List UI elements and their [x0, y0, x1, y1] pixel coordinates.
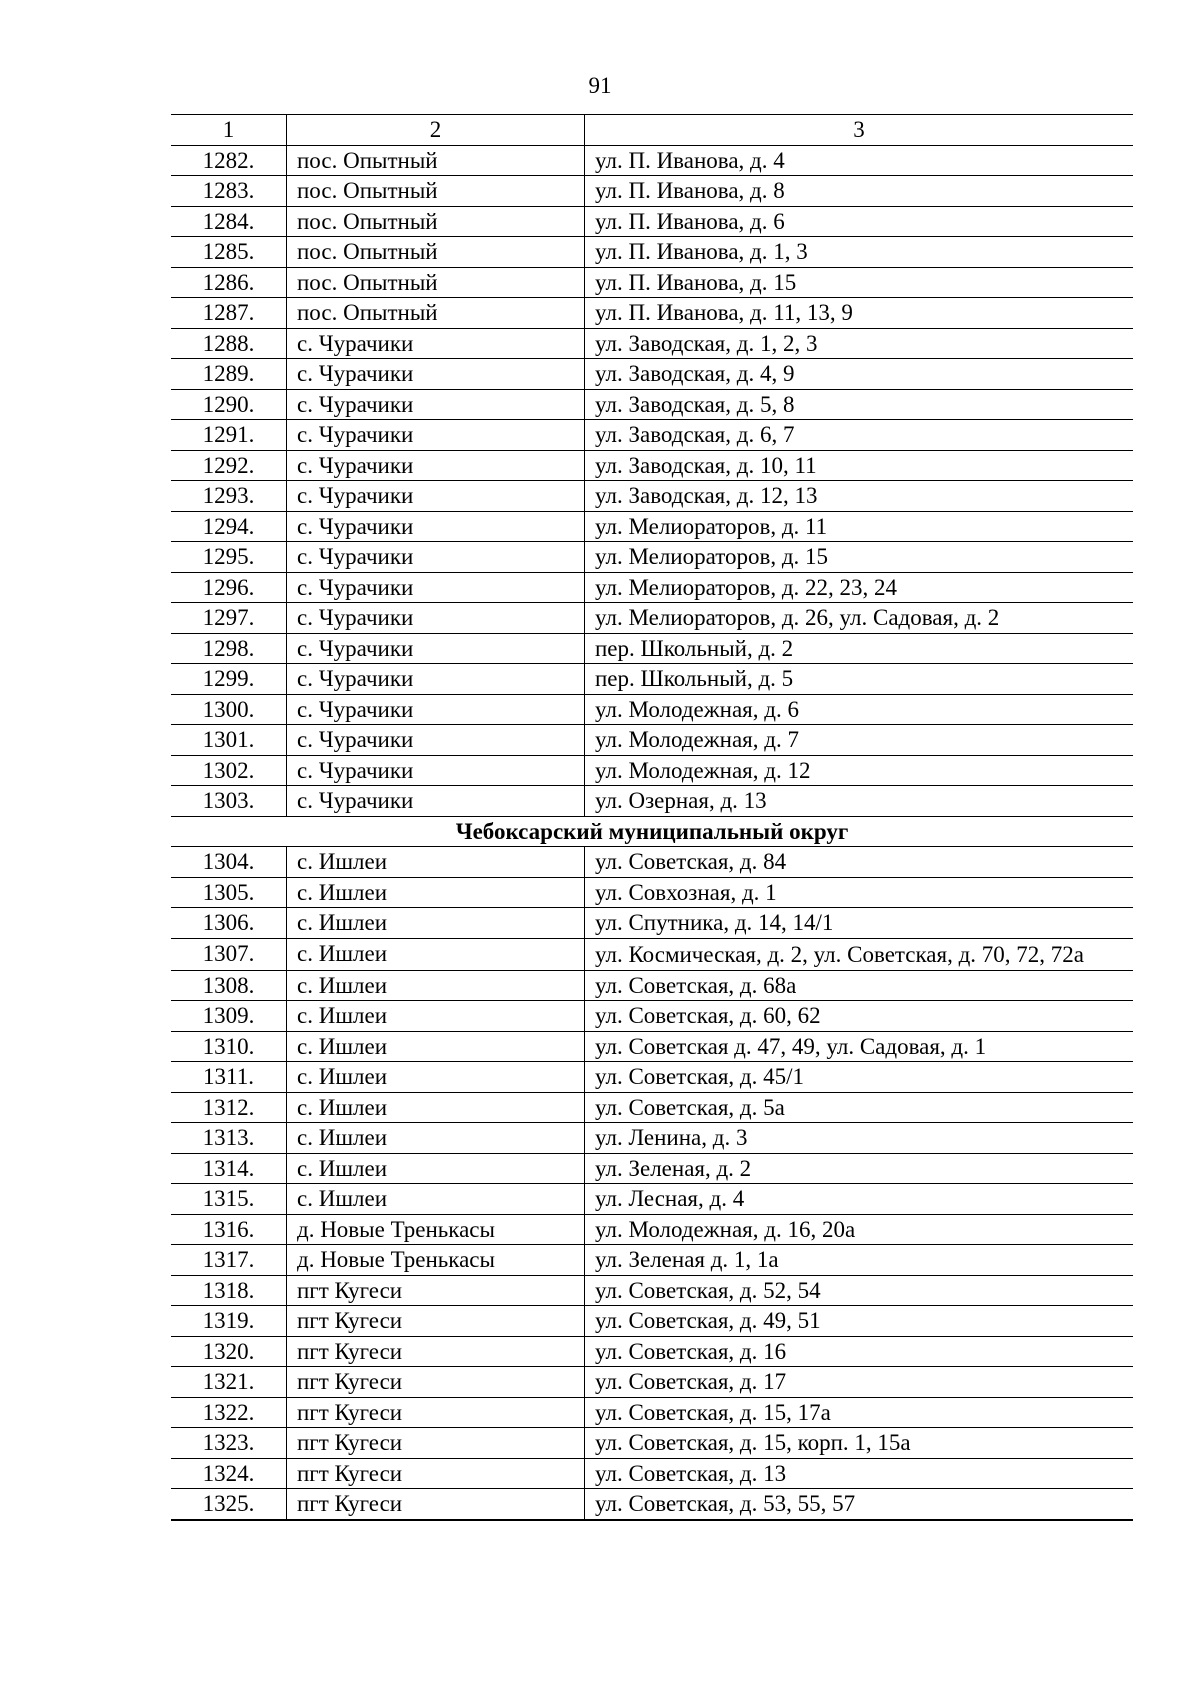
row-address: ул. Ленина, д. 3 [585, 1123, 1134, 1154]
row-address: ул. Советская, д. 13 [585, 1458, 1134, 1489]
row-number: 1283. [171, 176, 287, 207]
row-address: ул. П. Иванова, д. 8 [585, 176, 1134, 207]
table-row [171, 755, 1133, 786]
table-row [171, 145, 1133, 176]
table-row [171, 481, 1133, 512]
address-table [171, 114, 1133, 1521]
row-locality: с. Чурачики [287, 542, 585, 573]
row-number: 1288. [171, 328, 287, 359]
table-header-row [171, 115, 1133, 146]
row-locality: с. Ишлеи [287, 908, 585, 939]
row-number: 1289. [171, 359, 287, 390]
row-number: 1298. [171, 633, 287, 664]
row-number: 1285. [171, 237, 287, 268]
row-number: 1319. [171, 1306, 287, 1337]
row-number: 1291. [171, 420, 287, 451]
row-locality: пгт Кугеси [287, 1275, 585, 1306]
table-row [171, 1184, 1133, 1215]
table-row [171, 1428, 1133, 1459]
row-locality: пос. Опытный [287, 267, 585, 298]
row-address: ул. Советская, д. 84 [585, 847, 1134, 878]
row-locality: с. Чурачики [287, 450, 585, 481]
table-row [171, 1062, 1133, 1093]
row-address: ул. Советская, д. 15, 17а [585, 1397, 1134, 1428]
row-number: 1290. [171, 389, 287, 420]
row-address: ул. Советская, д. 45/1 [585, 1062, 1134, 1093]
row-number: 1321. [171, 1367, 287, 1398]
row-number: 1311. [171, 1062, 287, 1093]
table-row [171, 1031, 1133, 1062]
table-row [171, 970, 1133, 1001]
row-locality: с. Чурачики [287, 420, 585, 451]
row-address: ул. П. Иванова, д. 1, 3 [585, 237, 1134, 268]
table-row [171, 298, 1133, 329]
row-locality: пос. Опытный [287, 237, 585, 268]
table-row [171, 694, 1133, 725]
row-address: пер. Школьный, д. 2 [585, 633, 1134, 664]
table-row [171, 511, 1133, 542]
row-locality: с. Чурачики [287, 572, 585, 603]
address-table-body [171, 115, 1133, 1520]
table-row [171, 908, 1133, 939]
row-address: ул. Заводская, д. 1, 2, 3 [585, 328, 1134, 359]
row-locality: с. Чурачики [287, 694, 585, 725]
row-address: ул. Спутника, д. 14, 14/1 [585, 908, 1134, 939]
row-locality: с. Ишлеи [287, 1001, 585, 1032]
row-number: 1286. [171, 267, 287, 298]
row-address: ул. Советская, д. 49, 51 [585, 1306, 1134, 1337]
row-number: 1322. [171, 1397, 287, 1428]
table-row [171, 1123, 1133, 1154]
row-locality: пос. Опытный [287, 298, 585, 329]
row-address: ул. Молодежная, д. 7 [585, 725, 1134, 756]
row-address: ул. П. Иванова, д. 15 [585, 267, 1134, 298]
row-number: 1314. [171, 1153, 287, 1184]
row-number: 1305. [171, 877, 287, 908]
page-number: 91 [588, 73, 612, 98]
row-address: ул. Советская, д. 52, 54 [585, 1275, 1134, 1306]
row-number: 1310. [171, 1031, 287, 1062]
table-row [171, 1245, 1133, 1276]
row-locality: с. Чурачики [287, 725, 585, 756]
row-address: ул. Советская, д. 60, 62 [585, 1001, 1134, 1032]
table-row [171, 450, 1133, 481]
row-address: ул. Зеленая, д. 2 [585, 1153, 1134, 1184]
table-row [171, 1458, 1133, 1489]
row-number: 1292. [171, 450, 287, 481]
row-address: ул. Советская, д. 15, корп. 1, 15а [585, 1428, 1134, 1459]
row-locality: пгт Кугеси [287, 1428, 585, 1459]
row-locality: с. Ишлеи [287, 970, 585, 1001]
row-number: 1303. [171, 786, 287, 817]
column-header-locality: 2 [287, 115, 585, 146]
row-locality: с. Ишлеи [287, 1123, 585, 1154]
row-address: ул. Молодежная, д. 12 [585, 755, 1134, 786]
row-address: ул. Лесная, д. 4 [585, 1184, 1134, 1215]
row-number: 1323. [171, 1428, 287, 1459]
row-number: 1313. [171, 1123, 287, 1154]
row-locality: пгт Кугеси [287, 1397, 585, 1428]
row-address: ул. Мелиораторов, д. 15 [585, 542, 1134, 573]
row-locality: пгт Кугеси [287, 1458, 585, 1489]
table-row [171, 603, 1133, 634]
table-row [171, 1336, 1133, 1367]
row-locality: с. Ишлеи [287, 1092, 585, 1123]
row-address: ул. Зеленая д. 1, 1а [585, 1245, 1134, 1276]
column-header-number: 1 [171, 115, 287, 146]
row-locality: с. Чурачики [287, 511, 585, 542]
row-address: ул. П. Иванова, д. 6 [585, 206, 1134, 237]
table-row [171, 420, 1133, 451]
table-row [171, 786, 1133, 817]
table-row [171, 725, 1133, 756]
table-row [171, 572, 1133, 603]
row-locality: с. Чурачики [287, 389, 585, 420]
row-number: 1312. [171, 1092, 287, 1123]
row-locality: пгт Кугеси [287, 1489, 585, 1520]
row-locality: пгт Кугеси [287, 1336, 585, 1367]
row-number: 1324. [171, 1458, 287, 1489]
row-locality: с. Чурачики [287, 603, 585, 634]
row-number: 1287. [171, 298, 287, 329]
row-address: ул. Заводская, д. 6, 7 [585, 420, 1134, 451]
row-number: 1316. [171, 1214, 287, 1245]
row-address: ул. Мелиораторов, д. 22, 23, 24 [585, 572, 1134, 603]
row-address: ул. Советская, д. 68а [585, 970, 1134, 1001]
row-number: 1307. [171, 938, 287, 970]
row-locality: с. Чурачики [287, 664, 585, 695]
row-locality: с. Чурачики [287, 633, 585, 664]
row-locality: пгт Кугеси [287, 1306, 585, 1337]
table-row [171, 1214, 1133, 1245]
row-locality: пос. Опытный [287, 176, 585, 207]
table-row [171, 1367, 1133, 1398]
table-row [171, 1489, 1133, 1520]
row-number: 1294. [171, 511, 287, 542]
section-title: Чебоксарский муниципальный округ [171, 816, 1133, 847]
row-address: ул. Заводская, д. 4, 9 [585, 359, 1134, 390]
row-locality: д. Новые Тренькасы [287, 1245, 585, 1276]
row-address: ул. Мелиораторов, д. 11 [585, 511, 1134, 542]
row-locality: пгт Кугеси [287, 1367, 585, 1398]
row-locality: с. Ишлеи [287, 1031, 585, 1062]
column-header-address: 3 [585, 115, 1134, 146]
table-row [171, 389, 1133, 420]
row-address: ул. П. Иванова, д. 4 [585, 145, 1134, 176]
row-number: 1299. [171, 664, 287, 695]
row-number: 1282. [171, 145, 287, 176]
table-row [171, 1397, 1133, 1428]
row-address: ул. Советская, д. 5а [585, 1092, 1134, 1123]
row-address: ул. П. Иванова, д. 11, 13, 9 [585, 298, 1134, 329]
table-row [171, 206, 1133, 237]
row-number: 1315. [171, 1184, 287, 1215]
row-locality: с. Ишлеи [287, 847, 585, 878]
table-row [171, 267, 1133, 298]
row-address: пер. Школьный, д. 5 [585, 664, 1134, 695]
row-locality: с. Чурачики [287, 328, 585, 359]
row-number: 1306. [171, 908, 287, 939]
row-address: ул. Советская д. 47, 49, ул. Садовая, д. 1 [585, 1031, 1134, 1062]
row-locality: с. Ишлеи [287, 1153, 585, 1184]
row-address: ул. Космическая, д. 2, ул. Советская, д. 70, 72, 72а [585, 938, 1134, 970]
row-address: ул. Совхозная, д. 1 [585, 877, 1134, 908]
row-number: 1304. [171, 847, 287, 878]
row-number: 1318. [171, 1275, 287, 1306]
row-number: 1295. [171, 542, 287, 573]
row-number: 1320. [171, 1336, 287, 1367]
row-locality: с. Чурачики [287, 359, 585, 390]
row-locality: пос. Опытный [287, 206, 585, 237]
row-address: ул. Заводская, д. 10, 11 [585, 450, 1134, 481]
row-number: 1302. [171, 755, 287, 786]
row-address: ул. Советская, д. 17 [585, 1367, 1134, 1398]
row-address: ул. Заводская, д. 12, 13 [585, 481, 1134, 512]
row-number: 1296. [171, 572, 287, 603]
row-address: ул. Мелиораторов, д. 26, ул. Садовая, д. 2 [585, 603, 1134, 634]
row-locality: с. Чурачики [287, 481, 585, 512]
row-number: 1293. [171, 481, 287, 512]
table-row [171, 237, 1133, 268]
row-locality: с. Ишлеи [287, 1062, 585, 1093]
section-row [171, 816, 1133, 847]
row-locality: д. Новые Тренькасы [287, 1214, 585, 1245]
table-row [171, 664, 1133, 695]
row-number: 1301. [171, 725, 287, 756]
row-address: ул. Молодежная, д. 6 [585, 694, 1134, 725]
table-row [171, 1001, 1133, 1032]
row-number: 1309. [171, 1001, 287, 1032]
table-row [171, 328, 1133, 359]
row-locality: пос. Опытный [287, 145, 585, 176]
table-row [171, 877, 1133, 908]
table-row [171, 176, 1133, 207]
table-row [171, 1306, 1133, 1337]
table-row [171, 1092, 1133, 1123]
row-locality: с. Ишлеи [287, 877, 585, 908]
row-address: ул. Заводская, д. 5, 8 [585, 389, 1134, 420]
table-row [171, 938, 1133, 970]
row-number: 1308. [171, 970, 287, 1001]
row-address: ул. Советская, д. 16 [585, 1336, 1134, 1367]
row-number: 1297. [171, 603, 287, 634]
row-locality: с. Чурачики [287, 786, 585, 817]
row-locality: с. Чурачики [287, 755, 585, 786]
row-locality: с. Ишлеи [287, 938, 585, 970]
table-row [171, 1275, 1133, 1306]
row-number: 1317. [171, 1245, 287, 1276]
table-row [171, 1153, 1133, 1184]
row-number: 1284. [171, 206, 287, 237]
table-row [171, 847, 1133, 878]
row-address: ул. Озерная, д. 13 [585, 786, 1134, 817]
row-number: 1300. [171, 694, 287, 725]
row-locality: с. Ишлеи [287, 1184, 585, 1215]
row-number: 1325. [171, 1489, 287, 1520]
table-row [171, 633, 1133, 664]
row-address: ул. Молодежная, д. 16, 20а [585, 1214, 1134, 1245]
row-address: ул. Советская, д. 53, 55, 57 [585, 1489, 1134, 1520]
table-row [171, 542, 1133, 573]
table-row [171, 359, 1133, 390]
